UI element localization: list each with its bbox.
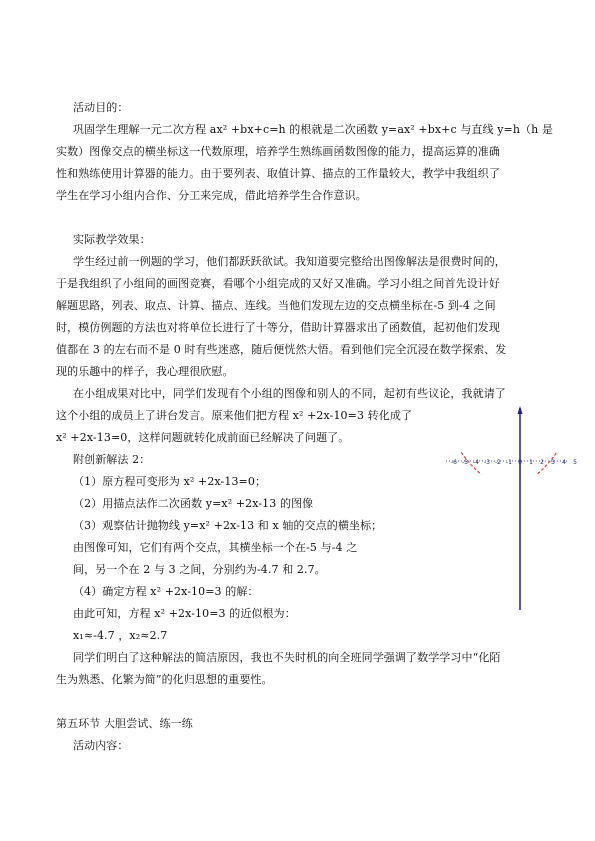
section1-line-4: 学生在学习小组内合作、分工来完成，借此培养学生合作意识。 <box>56 189 367 202</box>
section3-heading: 第五环节 大胆尝试、练一练 <box>56 717 193 730</box>
method-conclusion: 由此可知，方程 x² +2x-10=3 的近似根为： <box>73 607 296 620</box>
x-tick-label-3: -3 <box>484 459 490 466</box>
section1-line-2: 实数）图像交点的横坐标这一代数原理，培养学生熟练画函数图像的能力，提高运算的准确 <box>56 145 500 158</box>
section2-line-8: 这个小组的成员上了讲台发言。原来他们把方程 x² +2x-10=3 转化成了 <box>56 409 413 422</box>
x-tick-label-2: -4 <box>473 459 479 466</box>
section2-line-6: 现的乐趣中的样子，我心理很欣慰。 <box>56 365 234 378</box>
method-step-3: （3）观察估计抛物线 y=x² +2x-13 和 x 轴的交点的横坐标； <box>73 519 383 532</box>
section2-line-3: 解题思路，列表、取点、计算、描点、连线。当他们发现左边的交点横坐标在-5 到-4 之间 <box>56 299 496 312</box>
method-step-4: （4）确定方程 x² +2x-10=3 的解： <box>73 585 259 598</box>
section1-heading: 活动目的： <box>73 101 129 114</box>
x-tick-label-10: 4 <box>562 459 566 466</box>
x-tick-label-9: 3 <box>551 459 555 466</box>
section1-line-1: 巩固学生理解一元二次方程 ax² +bx+c=h 的根就是二次函数 y=ax² +bx+c 与直线 y=h（h 是 <box>73 123 554 136</box>
section2-line-10: 附创新解法 2： <box>73 453 151 466</box>
section1-line-3: 性和熟练使用计算器的能力。由于要列表、取值计算、描点的工作量较大，教学中我组织了 <box>56 167 500 180</box>
section2-line-19: 同学们明白了这种解法的简洁原因，我也不失时机的向全班同学强调了数学学习中“化陌 <box>73 651 501 664</box>
x-tick-label-11: 5 <box>573 459 577 466</box>
section2-line-20: 生为熟悉、化繁为简”的化归思想的重要性。 <box>56 673 273 686</box>
section2-line-5: 值都在 3 的左右而不是 0 时有些迷惑，随后便恍然大悟。看到他们完全沉浸在数学探索、发 <box>56 343 507 356</box>
section2-line-2: 于是我组织了小组间的画图竞赛，看哪个小组完成的又好又准确。学习小组之间首先设计好 <box>56 277 500 290</box>
x-tick-label-8: 2 <box>540 459 544 466</box>
section2-heading: 实际教学效果： <box>73 233 151 246</box>
section2-line-9: x² +2x-13=0，这样问题就转化成前面已经解决了问题了。 <box>56 431 350 444</box>
x-tick-label-7: 1 <box>529 459 533 466</box>
method-step-3-line-2: 由图像可知，它们有两个交点，其横坐标一个在-5 与-4 之 <box>73 541 358 554</box>
method-step-2: （2）用描点法作二次函数 y=x² +2x-13 的图像 <box>73 497 314 510</box>
x-tick-label-5: -1 <box>506 459 512 466</box>
x-tick-label-4: -2 <box>495 459 501 466</box>
method-step-1: （1）原方程可变形为 x² +2x-13=0； <box>73 475 267 488</box>
section2-line-4: 时，模仿例题的方法也对将单位长进行了十等分，借助计算器求出了函数值，起初他们发现 <box>56 321 500 334</box>
x-tick-label-1: -5 <box>462 459 468 466</box>
section2-line-7: 在小组成果对比中，同学们发现有个小组的图像和别人的不同，起初有些议论，我就请了 <box>73 387 506 400</box>
graph-y-axis-arrow <box>518 406 523 414</box>
section2-line-1: 学生经过前一例题的学习，他们都跃跃欲试。我知道要完整给出图像解法是很费时间的， <box>73 255 506 268</box>
section3-subheading: 活动内容： <box>73 739 129 752</box>
method-roots: x₁≈-4.7 ，x₂≈2.7 <box>73 629 168 642</box>
x-tick-label-0: -6 <box>451 459 457 466</box>
method-step-3-line-3: 间，另一个在 2 与 3 之间，分别约为-4.7 和 2.7。 <box>73 563 326 576</box>
graph-x-axis-ticks <box>451 459 577 466</box>
x-tick-label-6: 0 <box>518 459 522 466</box>
parabola-graph <box>446 404 576 610</box>
